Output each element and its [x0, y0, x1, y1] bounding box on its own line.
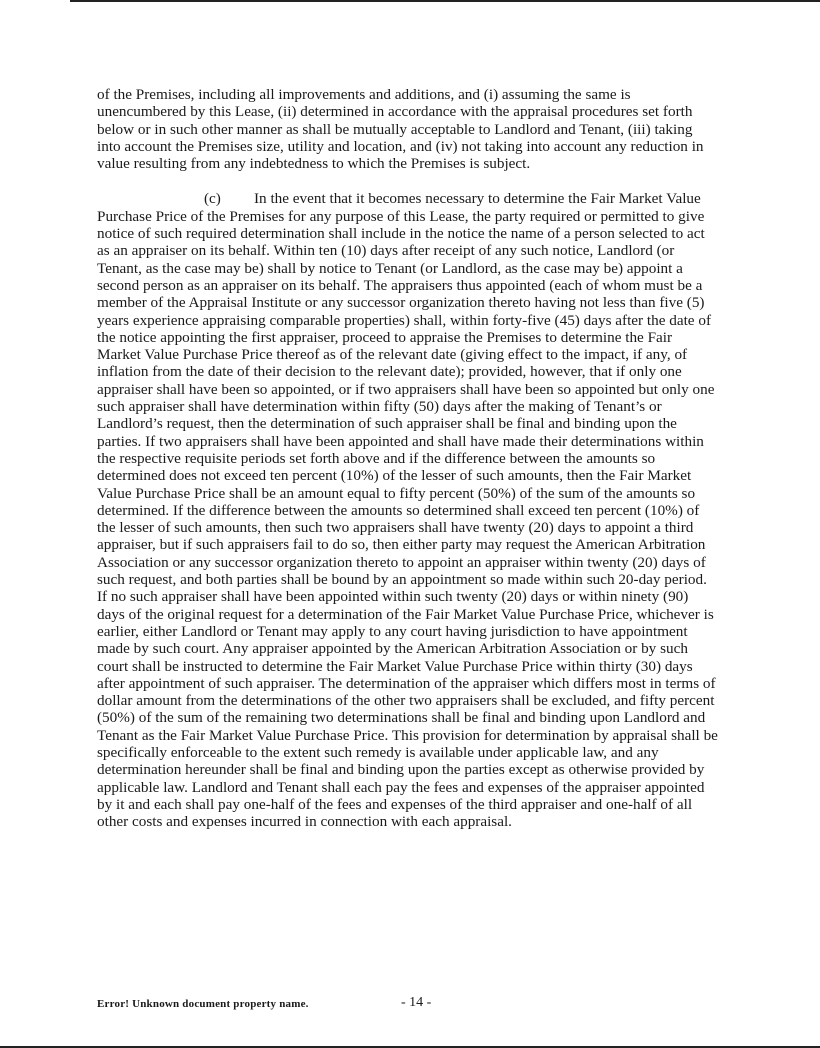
footer-page-number: - 14 -	[401, 995, 432, 1010]
top-border-line	[70, 0, 820, 2]
footer-error-text: Error! Unknown document property name.	[97, 998, 309, 1010]
paragraph-c-text: In the event that it becomes necessary to determine the Fair Market Value Purchase Price of the Premises for any purpose of this Lease, the party required or permitted to give notice of such required determination shall include in the notice the name of a person selected to act as an appraiser on its behalf. Within ten (10) days after receipt of any such notice, Landlord (or Tenant, as the case may be) shall by notice to Tenant (or Landlord, as the case may be) appoint a second person as an appraiser on its behalf. The appraisers thus appointed (each of whom must be a member of the Appraisal Institute or any successor organization thereto having not less than five (5) years experience appraising comparable properties) shall, within forty-five (45) days after the date of the notice appointing the first appraiser, proceed to appraise the Premises to determine the Fair Market Value Purchase Price thereof as of the relevant date (giving effect to the impact, if any, of inflation from the date of their decision to the relevant date); provided, however, that if only one appraiser shall have been so appointed, or if two appraisers shall have been so appointed but only one such appraiser shall have determination within fifty (50) days after the making of Tenant’s or Landlord’s request, then the determination of such appraiser shall be final and binding upon the parties. If two appraisers shall have been appointed and shall have made their determinations within the respective requisite periods set forth above and if the difference between the amounts so determined does not exceed ten percent (10%) of the lesser of such amounts, then the Fair Market Value Purchase Price shall be an amount equal to fifty percent (50%) of the sum of the amounts so determined. If the difference between the amounts so determined shall exceed ten percent (10%) of the lesser of such amounts, then such two appraisers shall have twenty (20) days to appoint a third appraiser, but if such appraisers fail to do so, then either party may request the American Arbitration Association or any successor organization thereto to appoint an appraiser within twenty (20) days of such request, and both parties shall be bound by an appointment so made within such 20-day period. If no such appraiser shall have been appointed within such twenty (20) days or within ninety (90) days of the original request for a determination of the Fair Market Value Purchase Price, whichever is earlier, either Landlord or Tenant may apply to any court having jurisdiction to have appointment made by such court. Any appraiser appointed by the American Arbitration Association or by such court shall be instructed to determine the Fair Market Value Purchase Price within thirty (30) days after appointment of such appraiser. The determination of the appraiser which differs most in terms of dollar amount from the determinations of the other two appraisers shall be excluded, and fifty percent (50%) of the sum of the remaining two determinations shall be final and binding upon Landlord and Tenant as the Fair Market Value Purchase Price. This provision for determination by appraisal shall be specifically enforceable to the extent such remedy is available under applicable law, and any determination hereunder shall be final and binding upon the parties except as otherwise provided by applicable law. Landlord and Tenant shall each pay the fees and expenses of the appraiser appointed by it and each shall pay one-half of the fees and expenses of the third appraiser and one-half of all other costs and expenses incurred in connection with each appraisal.	[97, 190, 718, 831]
paragraph-continuation: of the Premises, including all improvements and additions, and (i) assuming the same is unencumbered by this Lease, (ii) determined in accordance with the appraisal procedures set forth below or in such other manner as shall be mutually acceptable to Landlord and Tenant, (iii) taking into account the Premises size, utility and location, and (iv) not taking into account any reduction in value resulting from any indebtedness to which the Premises is subject.	[97, 86, 704, 173]
paragraph-c-label: (c)	[204, 190, 221, 208]
document-body	[97, 86, 719, 830]
paragraph-c	[97, 190, 719, 830]
